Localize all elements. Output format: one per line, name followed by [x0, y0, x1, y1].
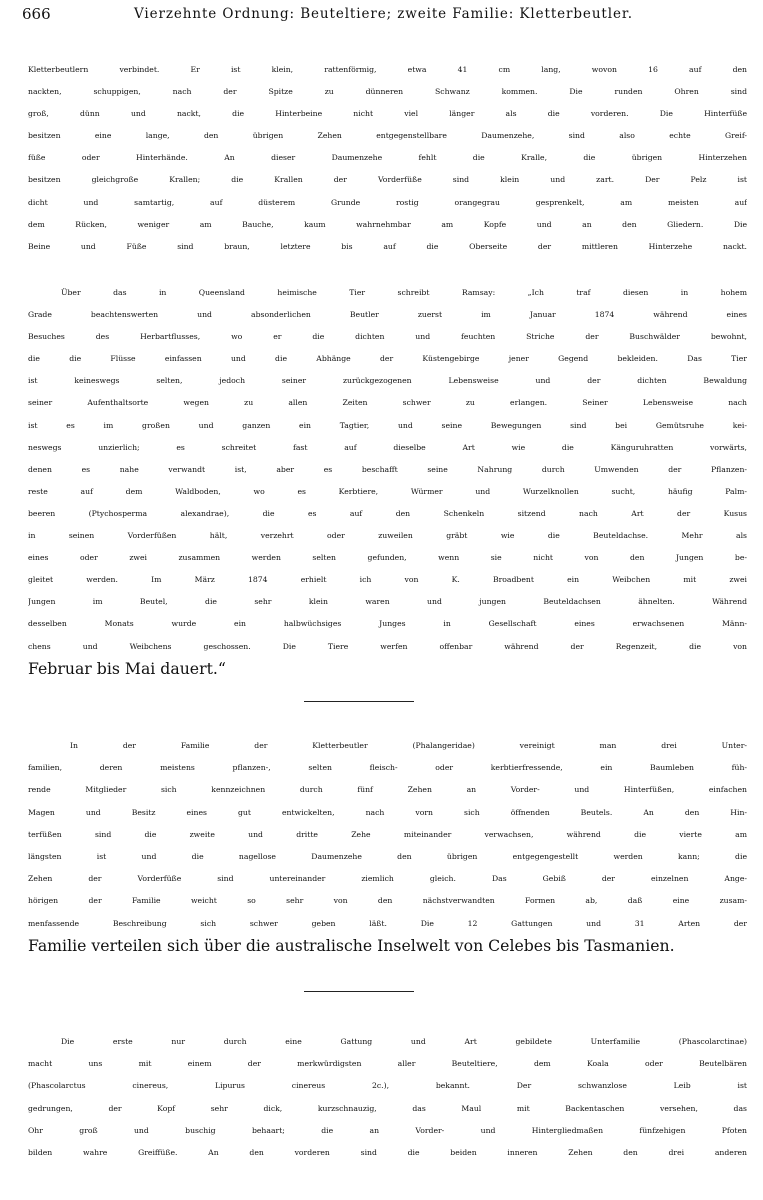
text-line: Jungen im Beutel, die sehr klein waren und jungen Beuteldachsen ähnelten. Während — [28, 597, 747, 607]
text-line: gedrungen, der Kopf sehr dick, kurzschnauzig, das Maul mit Backentaschen versehen, das — [28, 1103, 747, 1113]
text-line: Februar bis Mai dauert.“ — [28, 658, 226, 678]
text-line: Besuches des Herbartflusses, wo er die dichten und feuchten Striche der Buschwälder bewohnt, — [28, 332, 747, 342]
text-line: in seinen Vorderfüßen hält, verzehrt oder zuweilen gräbt wie die Beuteldachse. Mehr als — [28, 531, 747, 541]
text-line: die die Flüsse einfassen und die Abhänge der Küstengebirge jener Gegend bekleiden. Das Tier — [28, 354, 747, 364]
text-line: besitzen eine lange, den übrigen Zehen entgegenstellbare Daumenzehe, sind also echte Greif- — [28, 131, 747, 141]
paragraph-2 — [28, 282, 747, 680]
text-line: Kletterbeutlern verbindet. Er ist klein, rattenförmig, etwa 41 cm lang, wovon 16 auf den — [28, 65, 747, 74]
text-line: menfassende Beschreibung sich schwer geben läßt. Die 12 Gattungen und 31 Arten der — [28, 918, 747, 928]
text-line: reste auf dem Waldboden, wo es Kerbtiere, Würmer und Wurzelknollen sucht, häufig Palm- — [28, 486, 747, 496]
text-line: längsten ist und die nagellose Daumenzehe den übrigen entgegengestellt werden kann; die — [28, 851, 747, 861]
text-line: Beine und Füße sind braun, letztere bis auf die Oberseite der mittleren Hinterzehe nackt. — [28, 241, 747, 251]
running-head: Vierzehnte Ordnung: Beuteltiere; zweite Familie: Kletterbeutler. — [134, 6, 633, 22]
text-line: dem Rücken, weniger am Bauche, kaum wahrnehmbar am Kopfe und an den Gliedern. Die — [28, 219, 747, 229]
text-line: Zehen der Vorderfüße sind untereinander ziemlich gleich. Das Gebiß der einzelnen Ange- — [28, 874, 747, 884]
text-line: Familie verteilen sich über die australische Inselwelt von Celebes bis Tasmanien. — [28, 935, 675, 955]
text-line: beeren (Ptychosperma alexandrae), die es auf den Schenkeln sitzend nach Art der Kusus — [28, 508, 747, 518]
text-line: hörigen der Familie weicht so sehr von den nächstverwandten Formen ab, daß eine zusam- — [28, 896, 747, 906]
text-line: ist keineswegs selten, jedoch seiner zurückgezogenen Lebensweise und der dichten Bewaldung — [28, 376, 747, 386]
text-line: nackten, schuppigen, nach der Spitze zu dünneren Schwanz kommen. Die runden Ohren sind — [28, 87, 747, 97]
text-line: desselben Monats wurde ein halbwüchsiges Junges in Gesellschaft eines erwachsenen Männ- — [28, 619, 747, 629]
paragraph-4 — [28, 1031, 747, 1164]
section-divider — [304, 701, 414, 702]
text-line: Ohr groß und buschig behaart; die an Vorder- und Hintergliedmaßen fünfzehigen Pfoten — [28, 1125, 747, 1135]
text-line: Die erste nur durch eine Gattung und Art gebildete Unterfamilie (Phascolarctinae) — [61, 1037, 747, 1046]
text-line: Magen und Besitz eines gut entwickelten, nach vorn sich öffnenden Beutels. An den Hin- — [28, 807, 747, 817]
paragraph-3 — [28, 735, 747, 957]
text-line: terfüßen sind die zweite und dritte Zehe miteinander verwachsen, während die vierte am — [28, 829, 747, 839]
text-line: chens und Weibchens geschossen. Die Tiere werfen offenbar während der Regenzeit, die von — [28, 641, 747, 651]
text-line: In der Familie der Kletterbeutler (Phalangeridae) vereinigt man drei Unter- — [70, 741, 747, 750]
page-number: 666 — [22, 5, 51, 23]
text-line: familien, deren meistens pflanzen-, selten fleisch- oder kerbtierfressende, ein Baumleben füh- — [28, 763, 747, 773]
text-line: neswegs unzierlich; es schreitet fast auf dieselbe Art wie die Känguruhratten vorwärts, — [28, 442, 747, 452]
text-line: macht uns mit einem der merkwürdigsten aller Beuteltiere, dem Koala oder Beutelbären — [28, 1059, 747, 1069]
text-line: ist es im großen und ganzen ein Tagtier, und seine Bewegungen sind bei Gemütsruhe kei- — [28, 420, 747, 430]
section-divider — [304, 991, 414, 992]
text-line: seiner Aufenthaltsorte wegen zu allen Zeiten schwer zu erlangen. Seiner Lebensweise nach — [28, 398, 747, 408]
text-line: Über das in Queensland heimische Tier schreibt Ramsay: „Ich traf diesen in hohem — [61, 288, 747, 297]
text-line: groß, dünn und nackt, die Hinterbeine nicht viel länger als die vorderen. Die Hinterfüße — [28, 109, 747, 119]
paragraph-1 — [28, 59, 747, 258]
text-line: bilden wahre Greiffüße. An den vorderen sind die beiden inneren Zehen den drei anderen — [28, 1147, 747, 1157]
text-line: besitzen gleichgroße Krallen; die Krallen der Vorderfüße sind klein und zart. Der Pelz ist — [28, 175, 747, 185]
text-line: (Phascolarctus cinereus, Lipurus cinereus 2c.), bekannt. Der schwanzlose Leib ist — [28, 1081, 747, 1091]
text-line: rende Mitglieder sich kennzeichnen durch fünf Zehen an Vorder- und Hinterfüßen, einfachen — [28, 785, 747, 795]
text-line: gleitet werden. Im März 1874 erhielt ich von K. Broadbent ein Weibchen mit zwei — [28, 575, 747, 585]
text-line: dicht und samtartig, auf düsterem Grunde rostig orangegrau gesprenkelt, am meisten auf — [28, 197, 747, 207]
text-line: denen es nahe verwandt ist, aber es beschafft seine Nahrung durch Umwenden der Pflanzen- — [28, 464, 747, 474]
text-line: füße oder Hinterhände. An dieser Daumenzehe fehlt die Kralle, die übrigen Hinterzehen — [28, 153, 747, 163]
text-line: eines oder zwei zusammen werden selten gefunden, wenn sie nicht von den Jungen be- — [28, 553, 747, 563]
text-line: Grade beachtenswerten und absonderlichen Beutler zuerst im Januar 1874 während eines — [28, 310, 747, 320]
